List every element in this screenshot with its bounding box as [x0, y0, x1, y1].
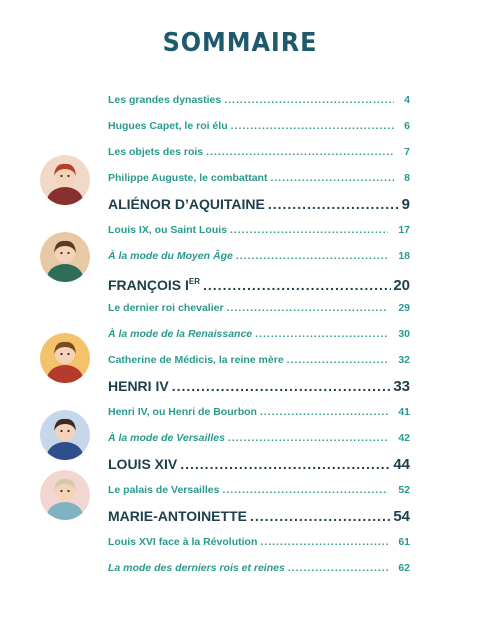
toc-entry-page: 6	[404, 120, 410, 132]
dot-leader	[250, 503, 391, 529]
toc-entry[interactable]	[108, 139, 410, 165]
toc-entry[interactable]	[108, 113, 410, 139]
dot-leader	[228, 425, 388, 451]
marie-antoinette-portrait-svg	[40, 470, 90, 520]
toc-entry-title: LOUIS XIV	[108, 456, 178, 472]
toc-entry-page: 30	[398, 328, 410, 340]
dot-leader	[230, 217, 388, 243]
toc-entry-page: 54	[393, 508, 410, 525]
portrait-eye	[60, 252, 62, 254]
louis-ix-illustration	[40, 232, 90, 282]
dot-leader	[287, 347, 389, 373]
toc-entry[interactable]	[108, 529, 410, 555]
dot-leader	[172, 373, 392, 399]
toc-entry-page: 44	[393, 456, 410, 473]
toc-entry-title: À la mode du Moyen Âge	[108, 250, 233, 262]
portrait-eye	[60, 353, 62, 355]
toc-entry-title: Henri IV, ou Henri de Bourbon	[108, 406, 257, 418]
toc-entry-title: FRANÇOIS IER	[108, 277, 201, 293]
dot-leader	[227, 295, 389, 321]
francois-illustration	[40, 333, 90, 383]
dot-leader	[223, 477, 389, 503]
henri-iv-illustration	[40, 410, 90, 460]
dot-leader	[224, 87, 394, 113]
portrait-eye	[60, 430, 62, 432]
toc-entry[interactable]	[108, 373, 410, 399]
toc-entry[interactable]	[108, 295, 410, 321]
toc-entry-title: Les grandes dynasties	[108, 94, 222, 106]
toc-entry-page: 42	[398, 432, 410, 444]
dot-leader	[180, 451, 391, 477]
toc-entry-title: Hugues Capet, le roi élu	[108, 120, 228, 132]
toc-entry[interactable]	[108, 217, 410, 243]
portrait-eye	[67, 490, 69, 492]
toc-entry-title: Les objets des rois	[108, 146, 204, 158]
toc-entry-title: HENRI IV	[108, 378, 169, 394]
page-title: SOMMAIRE	[162, 28, 318, 58]
toc-entry[interactable]	[108, 451, 410, 477]
francois-portrait-svg	[40, 333, 90, 383]
dot-leader	[260, 529, 388, 555]
portrait-eye	[67, 175, 69, 177]
toc-entry-page: 9	[401, 196, 410, 213]
toc-entry-page: 4	[404, 94, 410, 106]
toc-entry-page: 61	[398, 536, 410, 548]
toc-entry-page: 20	[393, 277, 410, 294]
portrait-eye	[67, 353, 69, 355]
portrait-eye	[60, 175, 62, 177]
toc-entry[interactable]	[108, 477, 410, 503]
toc-entry-page: 33	[393, 378, 410, 395]
dot-leader	[206, 139, 394, 165]
dot-leader	[255, 321, 388, 347]
toc-entry[interactable]	[108, 425, 410, 451]
toc-entry-title: ALIÉNOR D’AQUITAINE	[108, 196, 265, 212]
dot-leader	[260, 399, 388, 425]
toc-entry[interactable]	[108, 321, 410, 347]
toc-entry-page: 62	[398, 562, 410, 574]
dot-leader	[270, 165, 394, 191]
toc-entry[interactable]	[108, 399, 410, 425]
toc-entry[interactable]	[108, 555, 410, 581]
toc-entry-page: 32	[398, 354, 410, 366]
portrait-eye	[67, 430, 69, 432]
toc-entry-superscript: ER	[188, 277, 201, 286]
toc-entry-page: 41	[398, 406, 410, 418]
toc-entry[interactable]	[108, 243, 410, 269]
toc-entry-page: 18	[398, 250, 410, 262]
toc-entry[interactable]	[108, 269, 410, 295]
toc-entry[interactable]	[108, 347, 410, 373]
toc-entry-title: La mode des derniers rois et reines	[108, 562, 285, 574]
alienor-portrait-svg	[40, 155, 90, 205]
portrait-eye	[67, 252, 69, 254]
toc-entry-title: Le dernier roi chevalier	[108, 302, 224, 314]
dot-leader	[268, 191, 400, 217]
portrait-eye	[60, 490, 62, 492]
toc-entry[interactable]	[108, 191, 410, 217]
toc-entry[interactable]	[108, 503, 410, 529]
toc-entry-page: 7	[404, 146, 410, 158]
toc-entry-title: À la mode de la Renaissance	[108, 328, 253, 340]
toc-entry-title: À la mode de Versailles	[108, 432, 225, 444]
toc-entry-page: 8	[404, 172, 410, 184]
table-of-contents	[108, 87, 410, 581]
toc-entry-page: 17	[398, 224, 410, 236]
toc-entry-title: Le palais de Versailles	[108, 484, 220, 496]
marie-antoinette-illustration	[40, 470, 90, 520]
toc-entry-page: 29	[398, 302, 410, 314]
toc-entry-title: Philippe Auguste, le combattant	[108, 172, 268, 184]
henri-iv-portrait-svg	[40, 410, 90, 460]
dot-leader	[288, 555, 388, 581]
toc-entry[interactable]	[108, 87, 410, 113]
toc-entry-page: 52	[398, 484, 410, 496]
louis-ix-portrait-svg	[40, 232, 90, 282]
toc-entry[interactable]	[108, 165, 410, 191]
toc-entry-title: Louis IX, ou Saint Louis	[108, 224, 228, 236]
dot-leader	[203, 272, 391, 295]
dot-leader	[236, 243, 388, 269]
dot-leader	[231, 113, 395, 139]
alienor-illustration	[40, 155, 90, 205]
toc-entry-title: Louis XVI face à la Révolution	[108, 536, 258, 548]
toc-entry-title: MARIE-ANTOINETTE	[108, 508, 247, 524]
toc-entry-title: Catherine de Médicis, la reine mère	[108, 354, 284, 366]
